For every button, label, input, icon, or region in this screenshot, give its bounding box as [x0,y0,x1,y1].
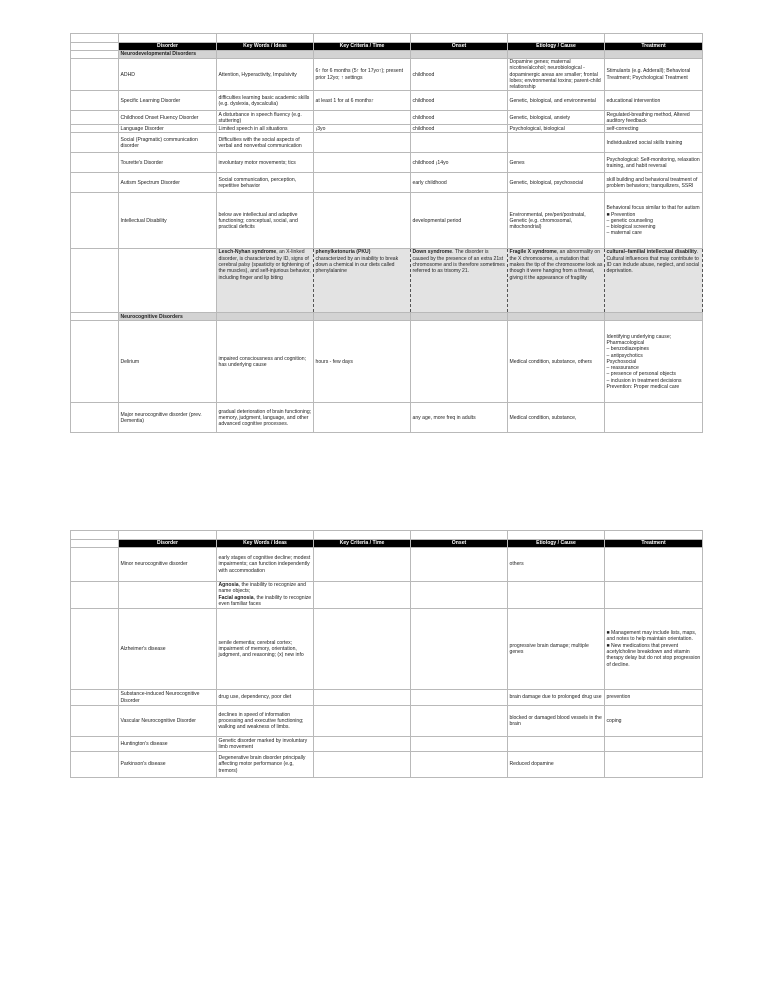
col-header-disorder: Disorder [119,540,217,548]
cell-etiology: others [508,548,605,582]
cell-keywords: Limited speech in all situations [217,125,314,133]
cell-disorder: Tourette's Disorder [119,153,217,173]
col-header-etiology: Etiology / Cause [508,43,605,51]
col-header-treatment: Treatment [605,540,703,548]
cell-etiology [508,737,605,752]
cell-etiology: Genetic, biological, psychosocial [508,173,605,193]
cell-criteria [314,111,411,125]
cell-criteria: 6↑ for 6 months (5↑ for 17yo↑); present prior 12yo; ↑ settings [314,59,411,91]
cell-disorder: Childhood Onset Fluency Disorder [119,111,217,125]
cell-keywords: Degenerative brain disorder principally affecting motor performance (e.g, tremors) [217,752,314,778]
spacer-row [71,34,703,43]
cell-keywords: Agnosia, the inability to recognize and name objects; Facial agnosia, the inability to recognize even familiar faces [217,582,314,609]
down-syndrome-note: Down syndrome. The disorder is caused by the presence of an extra 21st chromosome and is therefore sometimes referred to as trisomy 21. [411,249,508,313]
cell-disorder: Delirium [119,321,217,403]
disorder-table-page-2 [70,530,703,778]
lesch-nyhan-note: Lesch-Nyhan syndrome, an X-linked disorder, is characterized by ID, signs of cerebral palsy (spasticity or tightening of the muscles), and self-injurious behavior, including finger and lip biting [217,249,314,313]
cell-treatment: Behavioral focus similar to that for autism ■ Prevention – genetic counseling – biological screening – maternal care [605,193,703,249]
col-header-onset: Onset [411,43,508,51]
cultural-familial-note: cultural–familial intellectual disability. Cultural influences that may contribute to ID can include abuse, neglect, and social deprivation. [605,249,703,313]
cell-criteria [314,737,411,752]
col-header-criteria: Key Criteria / Time [314,43,411,51]
cell-etiology: Reduced dopamine [508,752,605,778]
cell-criteria [314,403,411,433]
cell-treatment: Psychological: Self-monitoring, relaxation training, and habit reversal [605,153,703,173]
cell-keywords: Difficulties with the social aspects of verbal and nonverbal communication [217,133,314,153]
cell-keywords: Social communication, perception, repetitive behavior [217,173,314,193]
cell-disorder: Major neurocognitive disorder (prev. Dementia) [119,403,217,433]
cell-onset [411,737,508,752]
table-row [71,403,703,433]
cell-onset [411,582,508,609]
cell-treatment: self-correcting [605,125,703,133]
col-header-treatment: Treatment [605,43,703,51]
cell-etiology: Genetic, biological, and environmental [508,91,605,111]
spreadsheet-page-1 [70,33,702,433]
cell-etiology: Dopamine genes; maternal nicotine/alcohol; neurobiological - dopaminergic areas are smaller; frontal lobes; environmental toxins; parent-child relationship [508,59,605,91]
cell-disorder: Social (Pragmatic) communication disorder [119,133,217,153]
cell-criteria [314,609,411,690]
cell-disorder: Alzheimer's disease [119,609,217,690]
cell-onset [411,133,508,153]
cell-treatment: prevention [605,690,703,706]
cell-disorder: Vascular Neurocognitive Disorder [119,706,217,737]
cell-keywords: A disturbance in speech fluency (e.g. stuttering) [217,111,314,125]
cell-keywords: involuntary motor movements; tics [217,153,314,173]
table-row [71,91,703,111]
col-header-keywords: Key Words / Ideas [217,43,314,51]
cell-disorder: Autism Spectrum Disorder [119,173,217,193]
header-row [71,43,703,51]
cell-treatment: Regulated-breathing method, Altered auditory feedback [605,111,703,125]
cell-keywords: declines in speed of information processing and executive functioning; walking and weakness of limbs. [217,706,314,737]
id-subtypes-row [71,249,703,313]
cell-disorder: Substance-induced Neurocognitive Disorder [119,690,217,706]
table-row [71,193,703,249]
cell-onset [411,706,508,737]
col-header-keywords: Key Words / Ideas [217,540,314,548]
cell-onset: developmental period [411,193,508,249]
cell-onset: childhood ¡14yo [411,153,508,173]
cell-etiology: blocked or damaged blood vessels in the brain [508,706,605,737]
cell-criteria [314,193,411,249]
cell-etiology: Genetic, biological, anxiety [508,111,605,125]
cell-disorder: Parkinson's disease [119,752,217,778]
cell-etiology [508,133,605,153]
cell-treatment: educational intervention [605,91,703,111]
table-row [71,582,703,609]
cell-criteria [314,548,411,582]
cell-onset: childhood [411,59,508,91]
cell-onset [411,548,508,582]
col-header-etiology: Etiology / Cause [508,540,605,548]
cell-disorder [119,582,217,609]
disorder-table-page-1 [70,33,703,433]
cell-criteria [314,173,411,193]
cell-treatment [605,737,703,752]
cell-treatment [605,752,703,778]
table-row [71,133,703,153]
cell-disorder: Intellectual Disability [119,193,217,249]
cell-etiology: Psychological, biological [508,125,605,133]
cell-treatment [605,582,703,609]
table-row [71,125,703,133]
fragile-x-note: Fragile X syndrome, an abnormality on the X chromosome, a mutation that makes the tip of the chromosome look as though it were hanging from a thread, giving it the appearance of fragility [508,249,605,313]
cell-criteria [314,706,411,737]
cell-criteria [314,582,411,609]
cell-treatment: coping [605,706,703,737]
section-title: Neurocognitive Disorders [119,313,217,321]
cell-onset [411,321,508,403]
spreadsheet-page-2 [70,530,702,778]
section-row [71,313,703,321]
cell-treatment: skill building and behavioral treatment of problem behaviors; tranquilizers, SSRI [605,173,703,193]
table-row [71,609,703,690]
table-row [71,548,703,582]
table-row [71,752,703,778]
section-row [71,51,703,59]
cell-etiology: Medical condition, substance, [508,403,605,433]
cell-keywords: difficulties learning basic academic skills (e.g. dyslexia, dyscalculia) [217,91,314,111]
cell-onset [411,690,508,706]
table-row [71,706,703,737]
cell-onset [411,752,508,778]
cell-treatment: ■ Management may include lists, maps, and notes to help maintain orientation. ■ New medications that prevent acetylcholine breakdown and vitamin therapy delay but do not stop progression of decline. [605,609,703,690]
cell-criteria: ¡3yo [314,125,411,133]
table-row [71,153,703,173]
cell-treatment: Individualized social skills training [605,133,703,153]
table-row [71,173,703,193]
spacer-row [71,531,703,540]
cell-criteria [314,752,411,778]
cell-etiology: brain damage due to prolonged drug use [508,690,605,706]
cell-etiology: Genes [508,153,605,173]
cell-treatment: Identifying underlying cause; Pharmacological – benzodiazepines – antipsychotics Psychosocial – reassurance – presence of personal objects – inclusion in treatment decisions Prevention: Proper medical care [605,321,703,403]
cell-disorder: ADHD [119,59,217,91]
cell-treatment [605,548,703,582]
col-header-criteria: Key Criteria / Time [314,540,411,548]
cell-onset: childhood [411,111,508,125]
cell-criteria [314,153,411,173]
cell-keywords: early stages of cognitive decline; modest impairments; can function independently with accommodation [217,548,314,582]
cell-onset: childhood [411,91,508,111]
cell-treatment: Stimulants (e.g. Adderall); Behavioral Treatment; Psychological Treatment [605,59,703,91]
pku-note: phenylketonuria (PKU) characterized by an inability to break down a chemical in our diets called phenylalanine [314,249,411,313]
table-row [71,111,703,125]
table-row [71,690,703,706]
cell-criteria [314,690,411,706]
cell-keywords: below ave intellectual and adaptive functioning; conceptual, social, and practical deficits [217,193,314,249]
header-row [71,540,703,548]
cell-etiology: progressive brain damage; multiple genes [508,609,605,690]
cell-keywords: senile dementia; cerebral cortex; impairment of memory, orientation, judgment, and reasoning; (x) new info [217,609,314,690]
cell-onset: any age, more freq in adults [411,403,508,433]
table-row [71,737,703,752]
cell-treatment [605,403,703,433]
cell-criteria: at least 1 for at 6 months↑ [314,91,411,111]
cell-keywords: Attention, Hyperactivity, Impulsivity [217,59,314,91]
col-header-onset: Onset [411,540,508,548]
cell-etiology: Environmental, pre/peri/postnatal, Genetic (e.g. chromosomal, mitochondrial) [508,193,605,249]
col-header-disorder: Disorder [119,43,217,51]
cell-keywords: gradual deterioration of brain functioning; memory, judgment, language, and other advanced cognitive processes. [217,403,314,433]
cell-etiology [508,582,605,609]
cell-disorder: Huntington's disease [119,737,217,752]
cell-keywords: drug use, dependency, poor diet [217,690,314,706]
cell-disorder: Language Disorder [119,125,217,133]
table-row [71,59,703,91]
cell-onset: early childhood [411,173,508,193]
section-title: Neurodevelopmental Disorders [119,51,217,59]
cell-etiology: Medical condition, substance, others [508,321,605,403]
cell-criteria [314,133,411,153]
table-row [71,321,703,403]
cell-onset: childhood [411,125,508,133]
cell-disorder: Minor neurocognitive disorder [119,548,217,582]
cell-criteria: hours - few days [314,321,411,403]
cell-onset [411,609,508,690]
cell-keywords: impaired consciousness and cognition; has underlying cause [217,321,314,403]
cell-disorder: Specific Learning Disorder [119,91,217,111]
cell-keywords: Genetic disorder marked by involuntary limb movement [217,737,314,752]
